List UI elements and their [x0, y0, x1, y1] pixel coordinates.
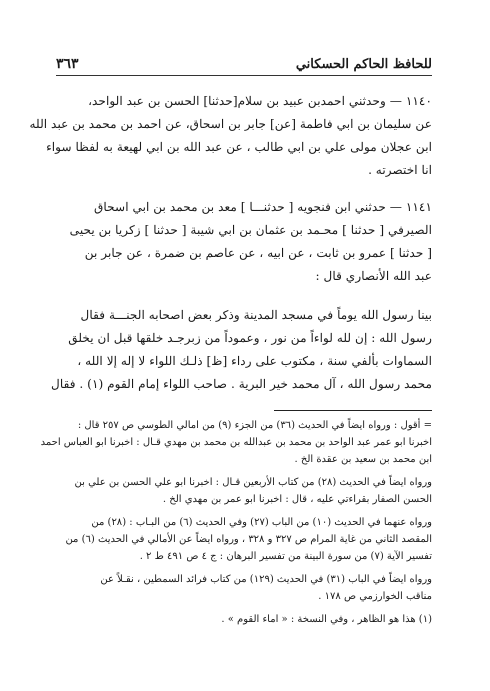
hadith-text	[51, 304, 432, 396]
text-line: السماوات بألفي سنة ، مكتوب على رداء [ظ] ذلـك اللواء لا إله إلا الله ،	[77, 354, 432, 368]
note-line: = أقول : ورواه ايضاً في الحديث (٣٦) من الجزء (٩) من امالي الطوسي ص ٢٥٧ قال :	[77, 420, 432, 431]
page-number: ٣٦٣	[56, 56, 79, 72]
text-line: ابن عجلان مولى علي بن ابي طالب ، عن عبد الله بن ابي لهيعة به لفظا سواء	[46, 140, 432, 154]
text-line: عبد الله الأنصاري قال :	[315, 269, 432, 283]
note	[56, 514, 432, 565]
running-title: للحافظ الحاكم الحسكاني	[295, 57, 432, 72]
footnote: (١) هذا هو الظاهر ، وفي النسخة : « اماء القوم » .	[221, 614, 432, 625]
note	[40, 417, 432, 468]
hadith-1140	[29, 90, 432, 182]
note-line: الحسن الصفار بقراءتي عليه ، قال : اخبرنا ابو عمر بن مهدي الخ .	[162, 494, 432, 505]
note-line: ورواه ايضاً في الباب (٣١) في الحديث (١٢٩) من كتاب فرائد السمطين ، نقـلاً عن	[100, 574, 432, 585]
note-line: تفسير الآية (٧) من سورة البينة من تفسير البرهان : ج ٤ ص ٤٩١ ط ٢ .	[139, 551, 432, 562]
note-line: اخبرنا ابو عمر عبد الواحد بن محمد بن عبدالله بن محمد بن مهدي قـال : اخبرنا ابو العباس احمد	[40, 437, 432, 448]
note-line: ورواه ايضاً في الحديث (٢٨) من كتاب الأربعين قـال : اخبرنا ابو علي الحسن بن علي بن	[74, 477, 432, 488]
text-line: محمد رسول الله ، آل محمد خير البرية . صاحب اللواء إمام القوم (١) . فقال	[51, 377, 432, 391]
text-line: الصيرفي [ حدثنا ] محـمد بن عثمان بن ابي شيبة [ حدثنا ] زكريا بن يحيى	[69, 223, 432, 237]
note-line: ابن محمد بن سعيد بن عقدة الخ .	[294, 454, 432, 465]
text-line: بينا رسول الله يوماً في مسجد المدينة وذكر بعض اصحابه الجنـــة فقال	[80, 308, 432, 322]
notes-section	[40, 417, 432, 605]
text-line: [ حدثنا ] عمرو بن ثابت ، عن ابيه ، عن عاصم بن ضمرة ، عن جابر بن	[84, 246, 432, 260]
note	[56, 474, 432, 508]
note	[56, 571, 432, 605]
text-line: رسول الله : إن لله لواءاً من نور ، وعموداً من زبرجـد خلقها قبل ان يخلق	[68, 331, 432, 345]
note-line: المقصد الثاني من غاية المرام ص ٣٢٧ و ٣٢٨ ، ورواه ايضاً عن الأمالي في الحديث (٦) من	[65, 534, 432, 545]
text-line: انا اختصرته .	[368, 163, 432, 177]
text-line: ١١٤١ — حدثني ابن فنجويه [ حدثنـــا ] معد بن محمد بن ابي اسحاق	[93, 200, 432, 214]
hadith-1141	[56, 196, 432, 288]
note-line: مناقب الخوارزمي ص ١٧٨ .	[318, 591, 432, 602]
running-header	[56, 56, 432, 76]
note-line: ورواه عنهما في الحديث (١٠) من الباب (٢٧) وفي الحديث (٦) من البـاب : (٢٨) من	[91, 517, 432, 528]
text-line: ١١٤٠ — وحدثني احمدبن عبيد بن سلام[حدثنا] الحسن بن عبد الواحد،	[88, 94, 432, 108]
text-line: عن سليمان بن ابي فاطمة [عن] جابر بن اسحاق، عن احمد بن محمد بن عبد الله	[29, 117, 432, 131]
notes-divider	[274, 410, 432, 411]
